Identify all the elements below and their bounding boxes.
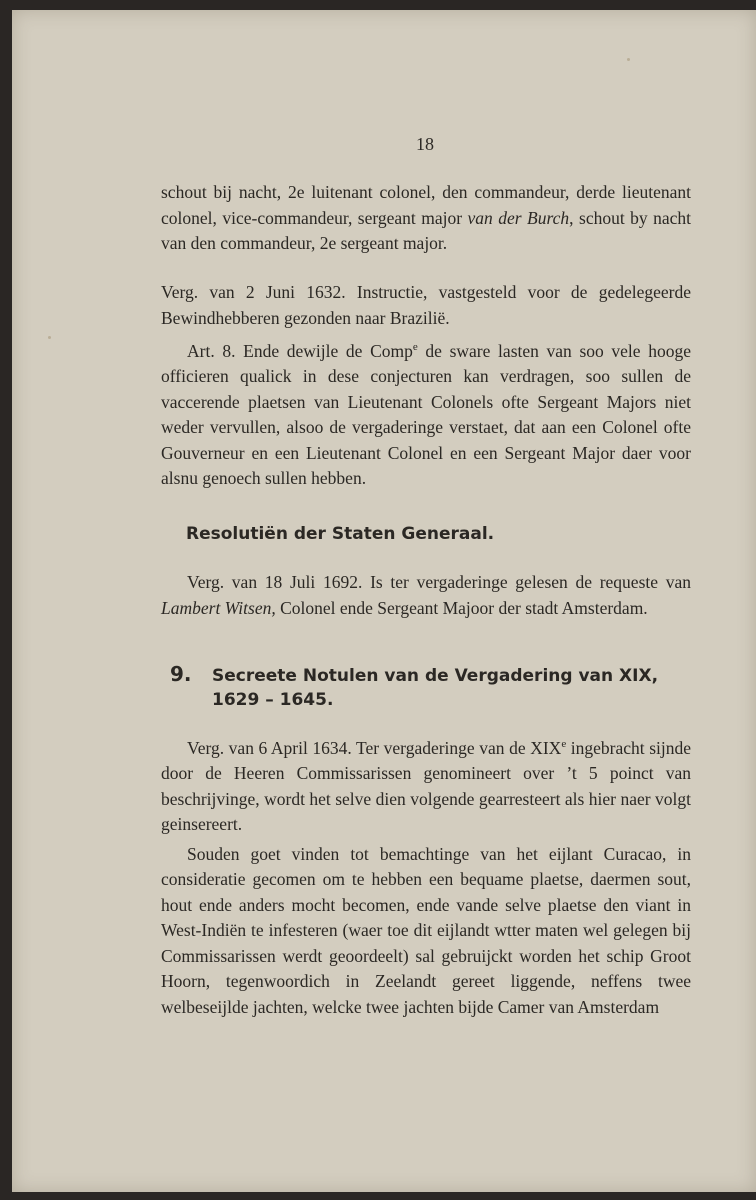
section-title (212, 664, 712, 712)
instruction-date-paragraph: Verg. van 2 Juni 1632. Instructie, vastgesteld voor de gedelegeerde Bewindhebberen gezonden naar Brazilië. (161, 282, 691, 328)
continued-paragraph (161, 180, 691, 257)
paper-speck (48, 336, 51, 339)
text-run: Verg. van 18 Juli 1692. Is ter vergaderinge gelesen de requeste van (187, 572, 691, 592)
notulen-paragraph (161, 732, 691, 838)
text-run: Colonel ende Sergeant Majoor der stadt Amsterdam. (275, 597, 648, 618)
notulen-block (161, 732, 691, 1020)
text-run: schout bij nacht, 2e luitenant colonel, den commandeur, derde lieutenant colonel, vice-commandeur, sergeant major (161, 182, 691, 228)
superscript: e (412, 341, 418, 353)
document-page (12, 10, 756, 1192)
italic-name: van der Burch (467, 207, 570, 228)
section-title-line: Secreete Notulen van de Vergadering van XIX, (212, 666, 659, 686)
superscript: e (561, 738, 567, 750)
text-run: ingebracht sijnde door de Heeren Commissarissen genomineert over ’t 5 poinct van beschrijvinge, wordt het selve dien volgende gearresteert als hier naer volgt geinsereert. (161, 737, 692, 835)
italic-name: Lambert Witsen, (161, 597, 276, 618)
article-8-paragraph (161, 335, 691, 492)
text-run: Art. 8. Ende dewijle de Comp (187, 340, 413, 361)
page-number: 18 (416, 134, 434, 154)
curacao-paragraph: Souden goet vinden tot bemachtinge van het eijlant Curacao, in consideratie gecomen om te hebben een bequame plaetse, daermen sout, hout ende anders mocht becomen, ende vande selve plaetse den viant in West-Indiën te infesteren (waer toe dit eijlandt wtter maten wel gelegen bij Commissarissen werdt geoordeelt) sal gebruijckt worden het schip Groot Hoorn, tegenwoordich in Zeelandt gereet liggende, neffens twee welbeseijlde jachten, welcke twee jachten bijde Camer van Amsterdam (161, 843, 691, 1017)
text-run: , schout by nacht van den commandeur, 2e sergeant major. (161, 207, 692, 253)
section-number: 9. (170, 662, 192, 686)
instruction-block (161, 280, 691, 492)
section-title-line: 1629 – 1645. (212, 690, 334, 710)
text-run: Verg. van 6 April 1634. Ter vergaderinge van de XIX (187, 737, 562, 758)
text-run: de sware lasten van soo vele hooge officieren qualick in dese conjecturen kan verdragen, soo sullen de vaccerende plaetsen van Lieutenant Colonels ofte Sergeant Majors niet weder vervullen, alsoo de vergaderinge verstaet, dat aan een Colonel ofte Gouverneur en een Lieutenant Colonel en een Sergeant Major daer voor alsnu genoech sullen hebben. (161, 340, 691, 489)
paper-speck (627, 58, 630, 61)
section-heading: Resolutiën der Staten Generaal. (186, 524, 495, 544)
resolution-paragraph (161, 570, 691, 621)
